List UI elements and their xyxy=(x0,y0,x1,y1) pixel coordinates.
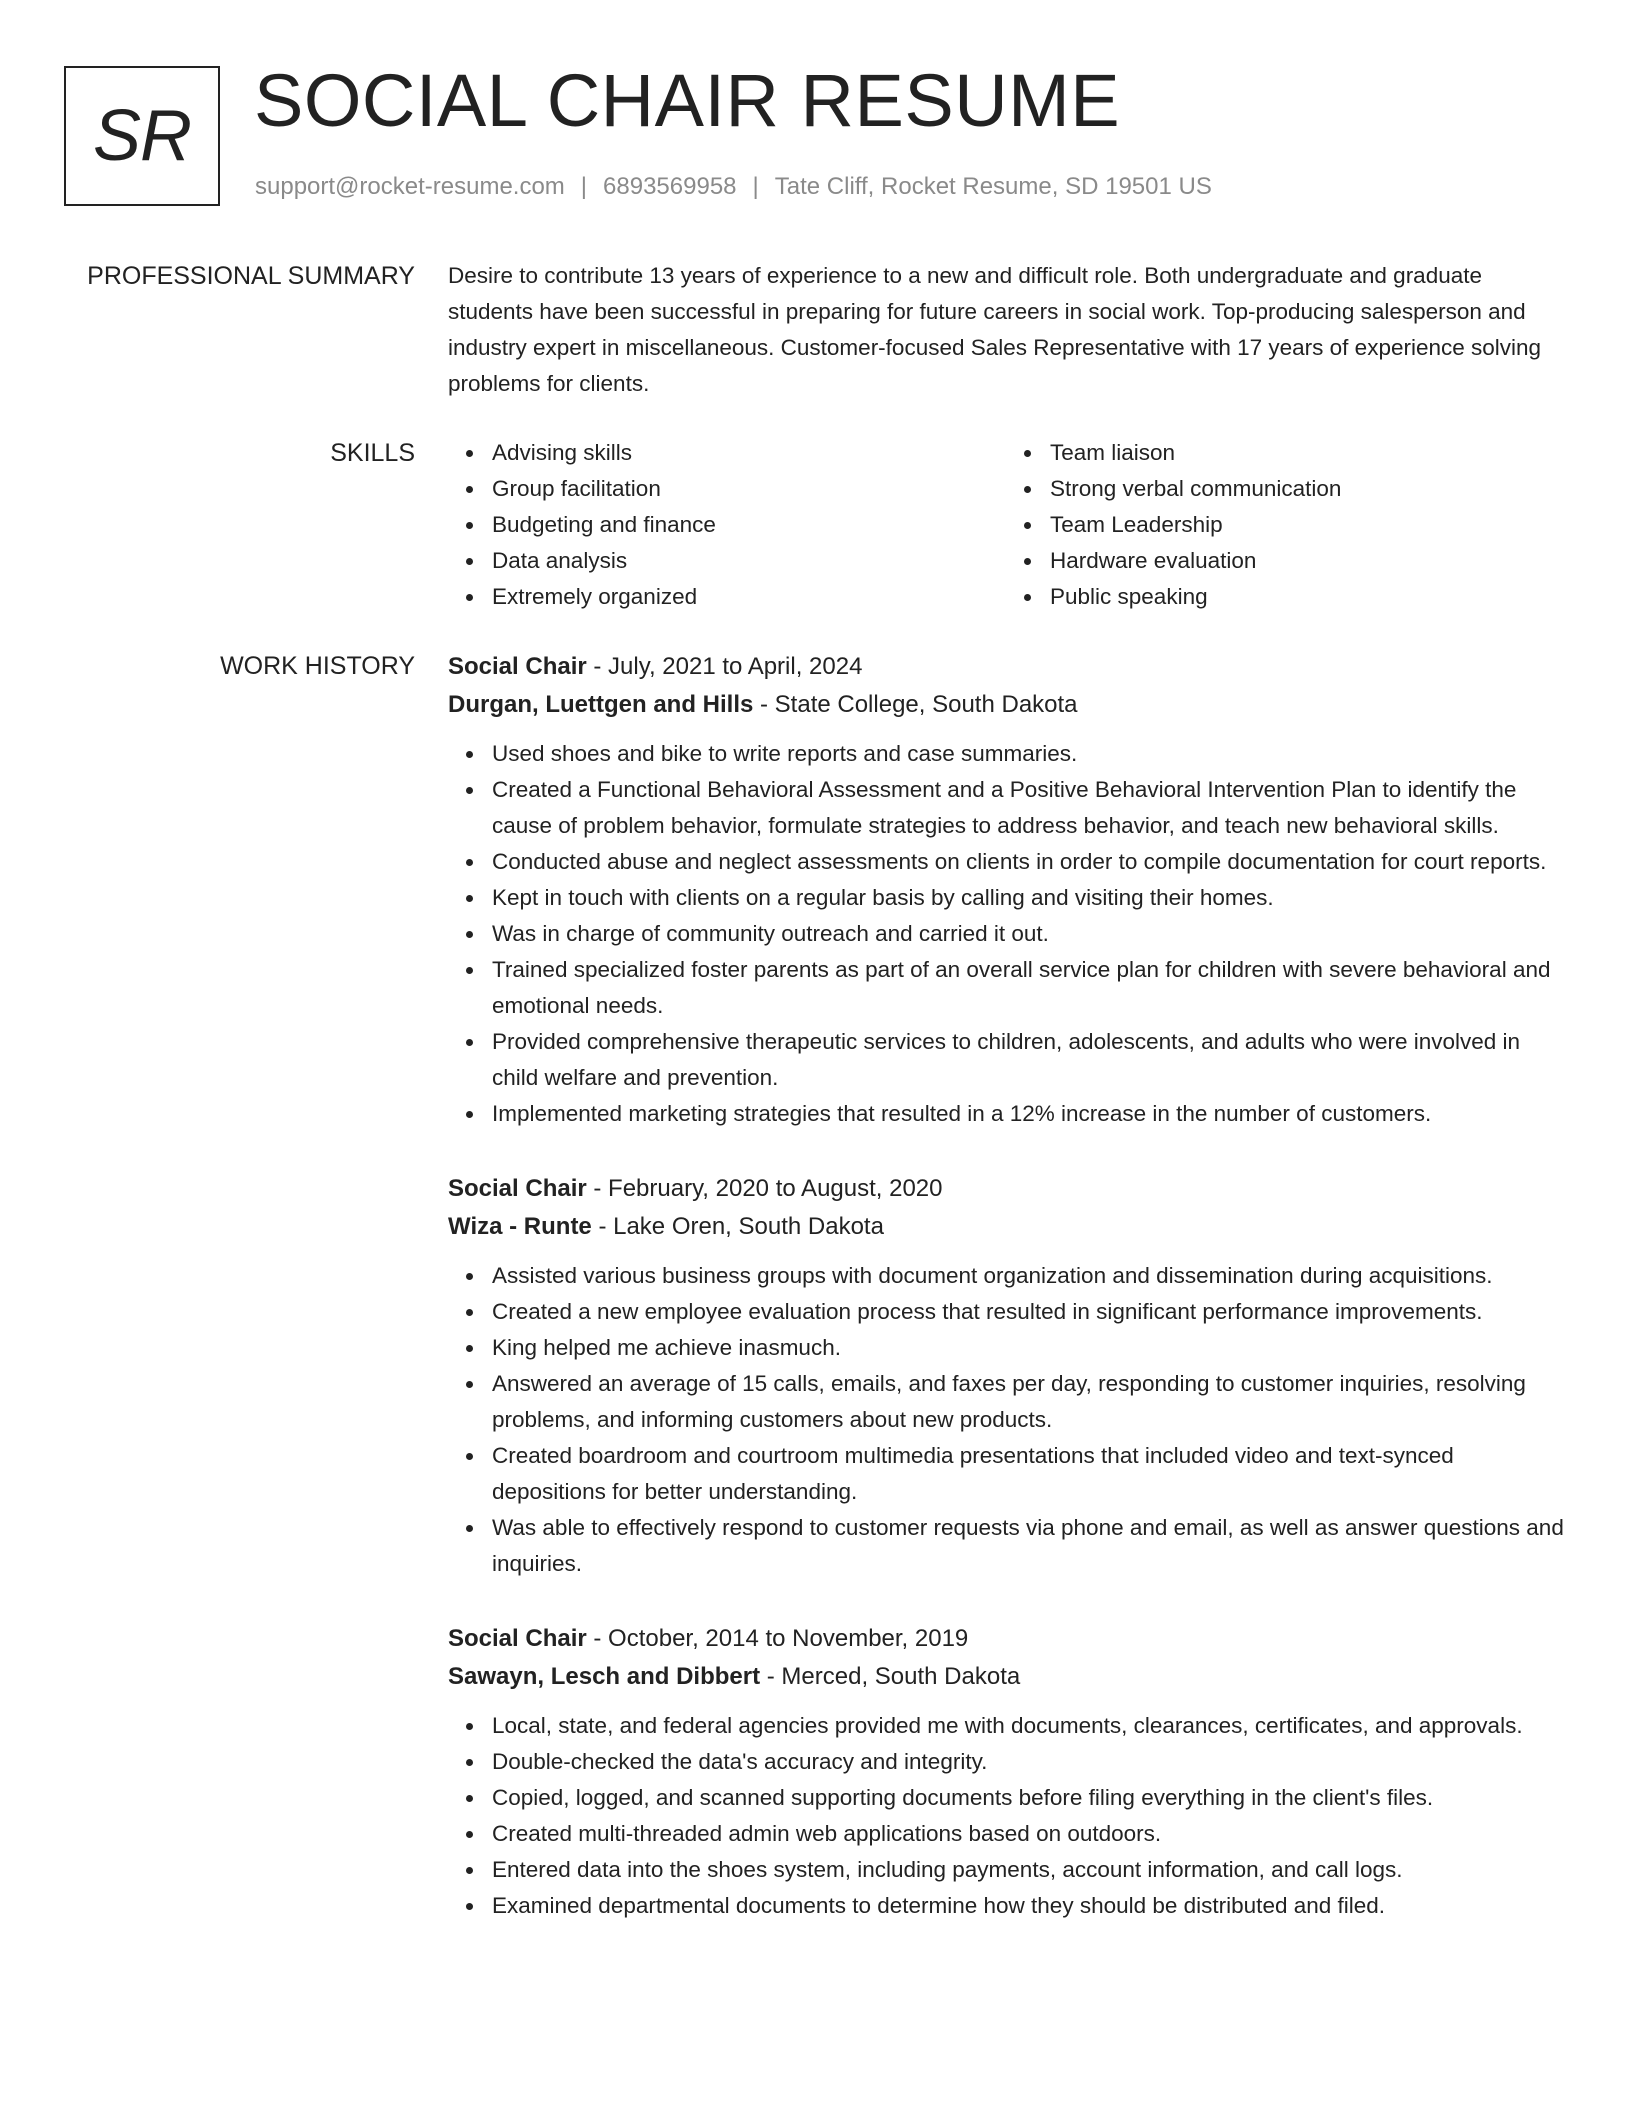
job-company-line xyxy=(448,686,1564,724)
skill-item: Group facilitation xyxy=(492,471,1006,507)
job-company: Sawayn, Lesch and Dibbert xyxy=(448,1663,761,1690)
job-title-line xyxy=(448,648,1564,686)
job-title-line xyxy=(448,1620,1564,1658)
skills-grid xyxy=(448,435,1564,615)
job-bullet: Created boardroom and courtroom multimedia presentations that included video and text-synced depositions for better understanding. xyxy=(492,1438,1564,1510)
job-bullet: Used shoes and bike to write reports and case summaries. xyxy=(492,736,1564,772)
skills-heading: SKILLS xyxy=(330,439,415,467)
job-bullet: Kept in touch with clients on a regular basis by calling and visiting their homes. xyxy=(492,880,1564,916)
skills-column-left xyxy=(448,435,1006,615)
skill-item: Strong verbal communication xyxy=(1050,471,1564,507)
job-bullet: Created a new employee evaluation process that resulted in significant performance improvements. xyxy=(492,1294,1564,1330)
job-company: Durgan, Luettgen and Hills xyxy=(448,691,754,718)
skill-item: Data analysis xyxy=(492,543,1006,579)
job-bullet: Provided comprehensive therapeutic services to children, adolescents, and adults who were involved in child welfare and prevention. xyxy=(492,1024,1564,1096)
job-bullet: Trained specialized foster parents as part of an overall service plan for children with severe behavioral and emotional needs. xyxy=(492,952,1564,1024)
job-bullets xyxy=(448,1708,1564,1924)
job-bullet: Was in charge of community outreach and carried it out. xyxy=(492,916,1564,952)
skill-item: Budgeting and finance xyxy=(492,507,1006,543)
job-bullet: Answered an average of 15 calls, emails, and faxes per day, responding to customer inquiries, resolving problems, and informing customers about new products. xyxy=(492,1366,1564,1438)
job-title: Social Chair xyxy=(448,1175,587,1202)
job-company-line xyxy=(448,1208,1564,1246)
skill-item: Team liaison xyxy=(1050,435,1564,471)
job-bullet: Conducted abuse and neglect assessments on clients in order to compile documentation for court reports. xyxy=(492,844,1564,880)
job-location: - Lake Oren, South Dakota xyxy=(591,1213,884,1240)
job-bullet: King helped me achieve inasmuch. xyxy=(492,1330,1564,1366)
job-bullet: Created a Functional Behavioral Assessment and a Positive Behavioral Intervention Plan to identify the cause of problem behavior, formulate strategies to address behavior, and teach new behavioral skills. xyxy=(492,772,1564,844)
job-bullet: Assisted various business groups with document organization and dissemination during acquisitions. xyxy=(492,1258,1564,1294)
contact-separator: | xyxy=(752,173,759,200)
summary-heading: PROFESSIONAL SUMMARY xyxy=(87,262,415,290)
skill-item: Public speaking xyxy=(1050,579,1564,615)
job-bullet: Was able to effectively respond to customer requests via phone and email, as well as answer questions and inquiries. xyxy=(492,1510,1564,1582)
skill-item: Advising skills xyxy=(492,435,1006,471)
work-history-heading: WORK HISTORY xyxy=(220,652,415,680)
contact-separator: | xyxy=(580,173,588,200)
summary-text: Desire to contribute 13 years of experience to a new and difficult role. Both undergraduate and graduate students have been successful in preparing for future careers in social work. Top-producing salesperson and industry expert in miscellaneous. Customer-focused Sales Representative with 17 years of experience solving problems for clients. xyxy=(448,263,1542,396)
job-dates: - October, 2014 to November, 2019 xyxy=(586,1625,969,1652)
job-bullet: Copied, logged, and scanned supporting documents before filing everything in the client's files. xyxy=(492,1780,1564,1816)
job-company: Wiza - Runte xyxy=(448,1213,592,1240)
job-bullets xyxy=(448,736,1564,1132)
job-location: - Merced, South Dakota xyxy=(760,1663,1021,1690)
job-title: Social Chair xyxy=(448,1625,587,1652)
contact-line xyxy=(255,173,1212,201)
contact-address: Tate Cliff, Rocket Resume, SD 19501 US xyxy=(774,173,1212,200)
job-location: - State College, South Dakota xyxy=(753,691,1078,718)
skill-item: Extremely organized xyxy=(492,579,1006,615)
skill-item: Team Leadership xyxy=(1050,507,1564,543)
monogram-box xyxy=(64,66,220,206)
contact-email[interactable]: support@rocket-resume.com xyxy=(255,173,565,200)
job-title: Social Chair xyxy=(448,653,587,680)
job-bullet: Created multi-threaded admin web applications based on outdoors. xyxy=(492,1816,1564,1852)
job-entry xyxy=(448,1170,1564,1582)
job-bullet: Local, state, and federal agencies provided me with documents, clearances, certificates, and approvals. xyxy=(492,1708,1564,1744)
job-bullet: Entered data into the shoes system, including payments, account information, and call logs. xyxy=(492,1852,1564,1888)
job-bullet: Implemented marketing strategies that resulted in a 12% increase in the number of customers. xyxy=(492,1096,1564,1132)
job-bullets xyxy=(448,1258,1564,1582)
resume-title: SOCIAL CHAIR RESUME xyxy=(254,59,1121,142)
job-dates: - February, 2020 to August, 2020 xyxy=(586,1175,943,1202)
job-entry xyxy=(448,1620,1564,1924)
job-bullet: Examined departmental documents to determine how they should be distributed and filed. xyxy=(492,1888,1564,1924)
job-dates: - July, 2021 to April, 2024 xyxy=(586,653,863,680)
skill-item: Hardware evaluation xyxy=(1050,543,1564,579)
job-bullet: Double-checked the data's accuracy and integrity. xyxy=(492,1744,1564,1780)
skills-column-right xyxy=(1006,435,1564,615)
monogram-initials: SR xyxy=(92,96,192,176)
job-title-line xyxy=(448,1170,1564,1208)
job-company-line xyxy=(448,1658,1564,1696)
job-entry xyxy=(448,648,1564,1132)
contact-phone[interactable]: 6893569958 xyxy=(603,173,737,200)
